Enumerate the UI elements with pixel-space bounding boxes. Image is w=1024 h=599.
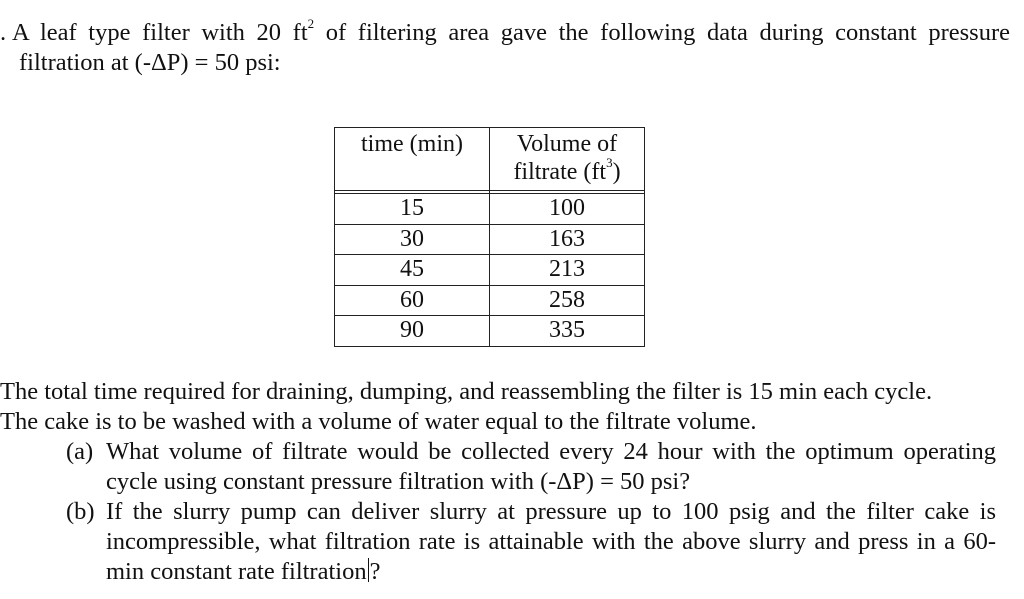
cell-time: 45 bbox=[335, 255, 490, 286]
cell-time: 15 bbox=[335, 194, 490, 225]
problem-body bbox=[0, 377, 1000, 587]
header-volume-line-2-text: filtrate (ft bbox=[513, 159, 607, 185]
paragraph-line-2: The cake is to be washed with a volume of water equal to the filtrate volume. bbox=[0, 408, 757, 435]
question-a bbox=[66, 437, 996, 497]
question-a-label: (a) bbox=[66, 438, 94, 465]
table-row bbox=[335, 194, 645, 225]
paragraph-line-1: The total time required for draining, dumping, and reassembling the filter is 15 min each cycle. bbox=[0, 378, 933, 405]
header-volume bbox=[490, 128, 645, 191]
ft-squared-superscript: 2 bbox=[307, 15, 315, 31]
header-time: time (min) bbox=[335, 128, 490, 191]
question-b-text bbox=[106, 497, 996, 587]
table-row bbox=[335, 255, 645, 286]
question-b-body: If the slurry pump can deliver slurry at pressure up to 100 psig and the filter cake is incompressible, what filtration rate is attainable with the above slurry and press in a 60-min constant rate filtration bbox=[106, 498, 996, 585]
filtration-data-table bbox=[334, 127, 645, 347]
cell-volume: 213 bbox=[490, 255, 645, 286]
intro-line-1 bbox=[0, 15, 1010, 48]
intro-line-2: filtration at (-ΔP) = 50 psi: bbox=[19, 49, 281, 76]
question-b-end: ? bbox=[369, 558, 381, 585]
header-volume-line-2 bbox=[513, 155, 621, 185]
table-row bbox=[335, 316, 645, 347]
text-cursor bbox=[368, 558, 369, 582]
table-row bbox=[335, 224, 645, 255]
question-b bbox=[66, 497, 996, 587]
problem-intro bbox=[0, 15, 1010, 78]
cell-volume: 163 bbox=[490, 224, 645, 255]
table-row bbox=[335, 285, 645, 316]
header-volume-line-1: Volume of bbox=[516, 131, 618, 157]
cell-time: 90 bbox=[335, 316, 490, 347]
question-b-label: (b) bbox=[66, 498, 95, 525]
cell-time: 30 bbox=[335, 224, 490, 255]
leading-dot: . bbox=[0, 19, 7, 46]
question-a-text: What volume of filtrate would be collected every 24 hour with the optimum operating cycle using constant pressure filtration with (-ΔP) = 50 psi? bbox=[106, 438, 996, 495]
table-header-row bbox=[335, 128, 645, 191]
intro-line-1-text: A leaf type filter with 20 ft bbox=[12, 19, 308, 46]
intro-line-1-rest: of filtering area gave the following data during constant pressure bbox=[314, 19, 1010, 46]
cell-volume: 258 bbox=[490, 285, 645, 316]
cell-time: 60 bbox=[335, 285, 490, 316]
cell-volume: 100 bbox=[490, 194, 645, 225]
header-volume-close: ) bbox=[612, 159, 621, 185]
cell-volume: 335 bbox=[490, 316, 645, 347]
ft-cubed-superscript: 3 bbox=[606, 155, 613, 170]
